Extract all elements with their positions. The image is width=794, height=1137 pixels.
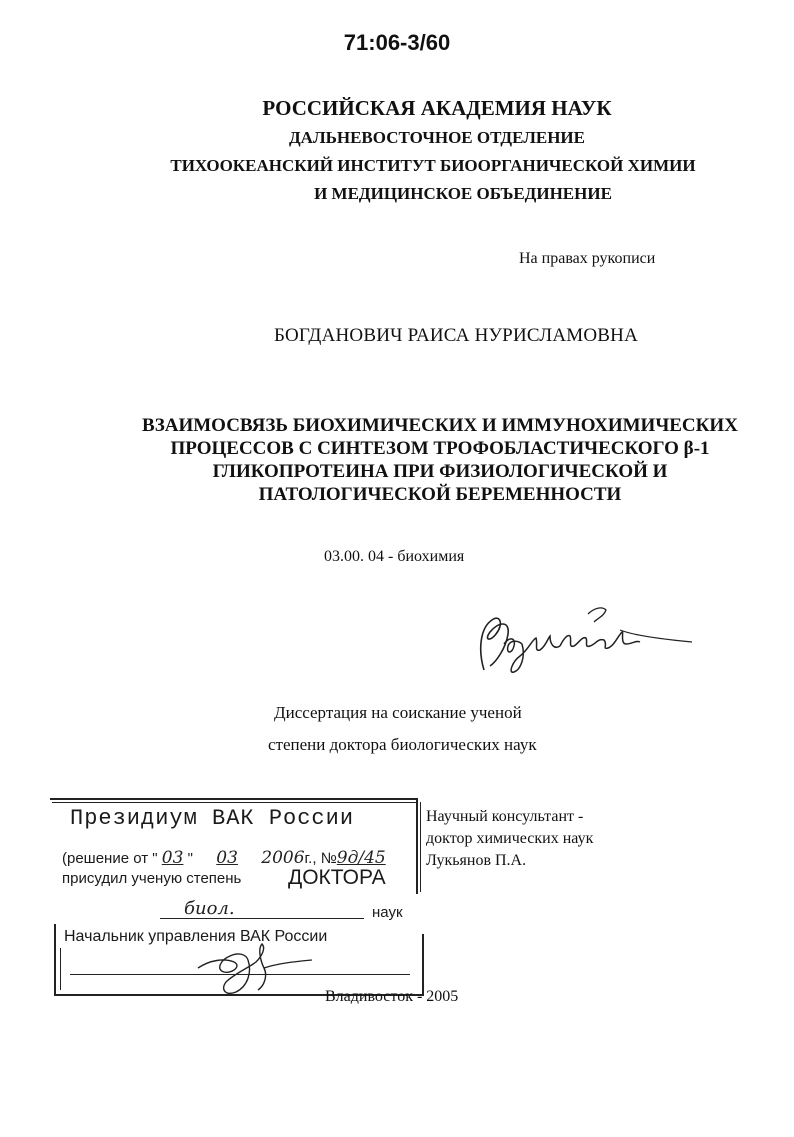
decision-number: 9д/45 (336, 848, 386, 868)
stamp-decision (62, 848, 386, 868)
consultant-line-3: Лукьянов П.А. (426, 852, 527, 869)
decision-prefix: (решение от " (62, 850, 158, 867)
stamp-awarded: присудил ученую степень (62, 870, 242, 887)
stamp-border-right-upper (416, 798, 418, 894)
author-name: БОГДАНОВИЧ РАИСА НУРИСЛАМОВНА (274, 325, 639, 346)
official-signature (190, 938, 320, 1000)
dissertation-line-2: степени доктора биологических наук (268, 735, 537, 754)
stamp-border-left (54, 924, 56, 996)
org-line-4: И МЕДИЦИНСКОЕ ОБЪЕДИНЕНИЕ (314, 184, 612, 203)
stamp-sciences: наук (372, 904, 403, 921)
consultant-line-1: Научный консультант - (426, 808, 584, 825)
registration-code: 71:06-3/60 (343, 30, 451, 55)
org-line-3: ТИХООКЕАНСКИЙ ИНСТИТУТ БИООРГАНИЧЕСКОЙ ХИМИИ (170, 156, 696, 175)
stamp-field-handwritten: биол. (184, 898, 235, 919)
scientific-consultant (426, 806, 593, 872)
stamp-border-right-inner (420, 802, 421, 892)
consultant-line-2: доктор химических наук (426, 830, 594, 847)
vak-stamp (50, 798, 440, 998)
stamp-border-top-inner (52, 802, 416, 803)
author-signature (470, 600, 700, 680)
specialty: 03.00. 04 - биохимия (324, 548, 465, 565)
decision-year: 2006 (261, 848, 305, 868)
decision-day: 03 (161, 848, 184, 868)
stamp-border-right-lower (422, 934, 424, 994)
dissertation-line-1: Диссертация на соискание ученой (274, 703, 522, 722)
dissertation-title: ВЗАИМОСВЯЗЬ БИОХИМИЧЕСКИХ И ИММУНОХИМИЧЕСКИХ ПРОЦЕССОВ С СИНТЕЗОМ ТРОФОБЛАСТИЧЕСКОГО β-1 ГЛИКОПРОТЕИНА ПРИ ФИЗИОЛОГИЧЕСКОЙ И ПАТОЛОГИЧЕСКОЙ БЕРЕМЕННОСТИ (142, 415, 738, 505)
city-year: Владивосток - 2005 (325, 988, 459, 1005)
stamp-degree: ДОКТОРА (288, 866, 386, 889)
stamp-head: Начальник управления ВАК России (64, 928, 328, 945)
stamp-border-left-inner (60, 948, 61, 990)
decision-mid: " (187, 850, 193, 867)
manuscript-rights: На правах рукописи (519, 250, 656, 267)
org-line-1: РОССИЙСКАЯ АКАДЕМИЯ НАУК (262, 96, 612, 120)
stamp-title: Президиум ВАК России (70, 806, 355, 831)
stamp-border-top (50, 798, 418, 800)
decision-month: 03 (216, 848, 238, 868)
decision-suffix: г., № (304, 850, 337, 867)
org-line-2: ДАЛЬНЕВОСТОЧНОЕ ОТДЕЛЕНИЕ (288, 128, 585, 147)
